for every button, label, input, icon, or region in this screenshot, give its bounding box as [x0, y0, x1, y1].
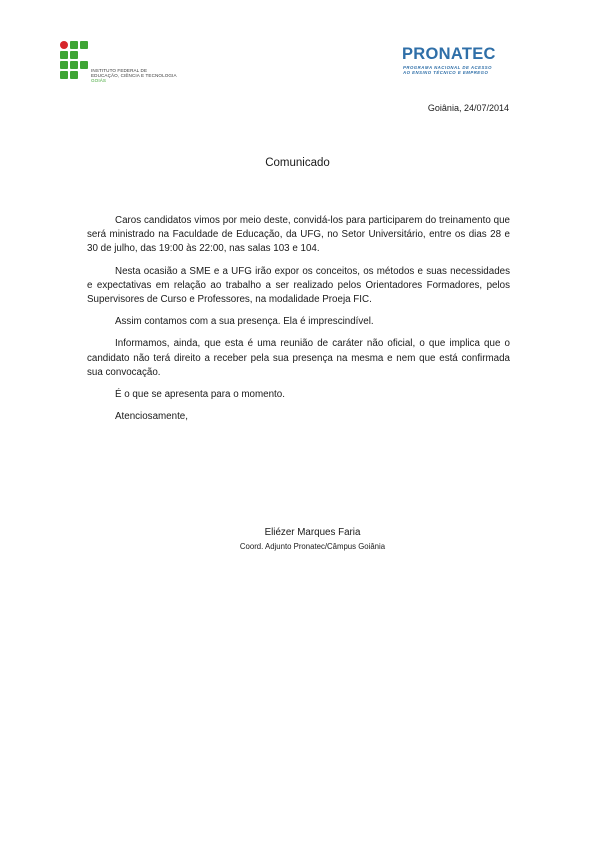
- document-date: Goiânia, 24/07/2014: [427, 103, 509, 113]
- pronatec-subtitle-line1: PROGRAMA NACIONAL DE ACESSO: [403, 65, 493, 70]
- signature-role: Coord. Adjunto Pronatec/Câmpus Goiânia: [239, 542, 386, 551]
- if-logo-grid-icon: [60, 41, 90, 86]
- pronatec-logo: [402, 45, 512, 77]
- paragraph: Informamos, ainda, que esta é uma reunião de caráter não oficial, o que implica que o candidato não terá direito a receber pela sua presença na mesma e nem que está confirmada sua convocação.: [87, 338, 510, 378]
- if-logo-square: [60, 61, 68, 69]
- if-logo-square: [70, 61, 78, 69]
- if-logo-square: [70, 51, 78, 59]
- paragraph: Nesta ocasião a SME e a UFG irão expor os conceitos, os métodos e suas necessidades e expectativas em relação ao trabalho a ser realizado pelos Orientadores Formadores, pelos Supervisores de Curso e Professores, na modalidade Proeja FIC.: [87, 265, 510, 306]
- pronatec-logo-subtitle: [403, 65, 492, 75]
- document-body: [87, 214, 510, 432]
- pronatec-logo-title: PRONATEC: [402, 45, 496, 63]
- if-logo-text: [91, 68, 177, 84]
- if-logo-red-dot: [60, 41, 68, 49]
- if-logo-square: [80, 41, 88, 49]
- closing-salutation: Atenciosamente,: [115, 411, 188, 423]
- if-logo-square: [80, 61, 88, 69]
- if-logo-line2: EDUCAÇÃO, CIÊNCIA E TECNOLOGIA: [91, 73, 177, 79]
- if-logo-line1: INSTITUTO FEDERAL DE: [91, 68, 148, 73]
- signature-name: Eliézer Marques Faria: [264, 527, 361, 538]
- if-logo-square: [60, 51, 68, 59]
- if-logo-square: [70, 71, 78, 79]
- document-title: Comunicado: [265, 157, 330, 169]
- pronatec-subtitle-line2: AO ENSINO TÉCNICO E EMPREGO: [403, 70, 489, 75]
- paragraph: Assim contamos com a sua presença. Ela é imprescindível.: [115, 316, 374, 328]
- if-goias-logo: [60, 41, 180, 87]
- if-logo-campus: GOIÁS: [91, 78, 107, 84]
- paragraph: Caros candidatos vimos por meio deste, convidá-los para participarem do treinamento que será ministrado na Faculdade de Educação, da UFG, no Setor Universitário, entre os dias 28 e 30 de julho, das 19:00 às 22:00, nas salas 103 e 104.: [87, 215, 510, 255]
- if-logo-square: [70, 41, 78, 49]
- paragraph: É o que se apresenta para o momento.: [115, 389, 285, 401]
- if-logo-square: [60, 71, 68, 79]
